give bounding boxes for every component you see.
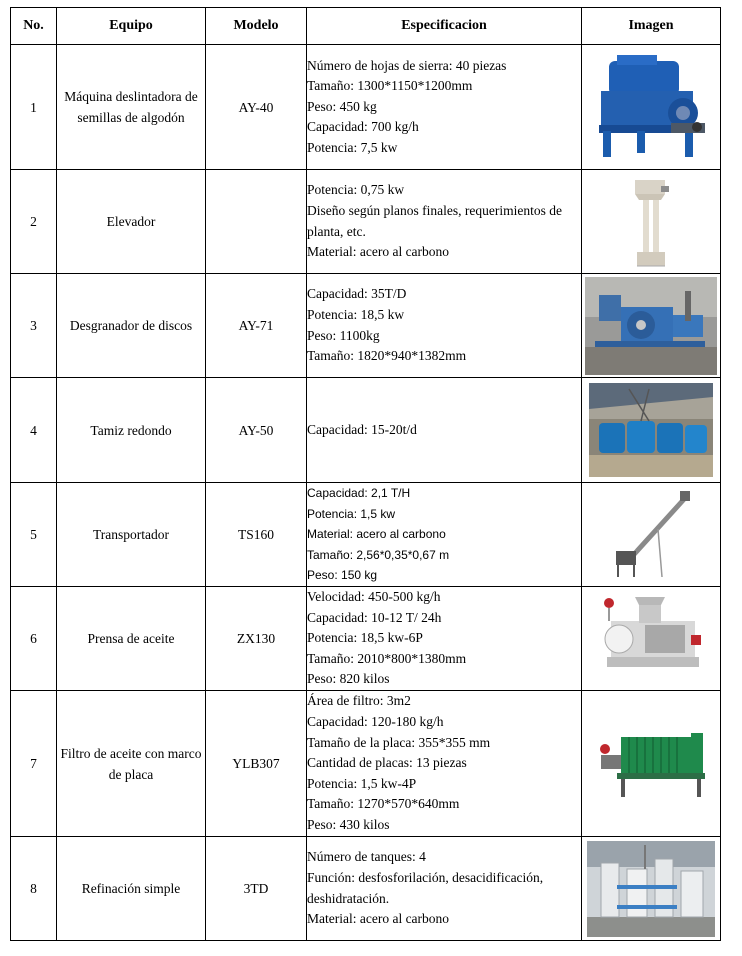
spec-line: Velocidad: 450-500 kg/h	[307, 589, 441, 605]
spec-line: Número de tanques: 4	[307, 849, 426, 865]
header-no: No.	[11, 8, 57, 45]
spec-line: Capacidad: 2,1 T/H	[307, 486, 411, 501]
equipment-name: Desgranador de discos	[57, 274, 206, 378]
model-code: AY-40	[206, 45, 307, 170]
model-code: AY-71	[206, 274, 307, 378]
spec-line: Tamaño: 1300*1150*1200mm	[307, 78, 473, 94]
cotton-delinter-machine-photo	[587, 51, 715, 163]
model-code: 3TD	[206, 837, 307, 941]
table-row	[11, 691, 721, 837]
model-code: ZX130	[206, 587, 307, 691]
table-row	[11, 378, 721, 483]
spec-line: Número de hojas de sierra: 40 piezas	[307, 57, 507, 73]
table-row	[11, 45, 721, 170]
model-code: TS160	[206, 483, 307, 587]
spec-line: Peso: 1100kg	[307, 327, 380, 343]
header-imagen: Imagen	[582, 8, 721, 45]
spec-line: Diseño según planos finales, requerimientos de planta, etc.	[307, 202, 562, 239]
image-cell	[582, 45, 721, 170]
spec-line: Capacidad: 10-12 T/ 24h	[307, 609, 442, 625]
table-row	[11, 587, 721, 691]
spec-line: Tamaño: 1270*570*640mm	[307, 796, 460, 812]
spec-line: Función: desfosforilación, desacidificación, deshidratación.	[307, 869, 544, 906]
spec-line: Material: acero al carbono	[307, 911, 450, 927]
refining-tanks-photo	[587, 841, 715, 937]
specification	[307, 274, 582, 378]
row-number: 5	[11, 483, 57, 587]
equipment-name: Elevador	[57, 170, 206, 274]
specification	[307, 378, 582, 483]
table-row	[11, 274, 721, 378]
table-row	[11, 837, 721, 941]
plate-frame-filter-photo	[593, 727, 709, 801]
image-cell	[582, 691, 721, 837]
header-row	[11, 8, 721, 45]
spec-line: Potencia: 18,5 kw	[307, 306, 405, 322]
table-row	[11, 483, 721, 587]
spec-line: Capacidad: 15-20t/d	[307, 421, 417, 437]
spec-line: Peso: 820 kilos	[307, 671, 390, 687]
image-cell	[582, 378, 721, 483]
spec-line: Tamaño: 2010*800*1380mm	[307, 650, 467, 666]
spec-line: Potencia: 0,75 kw	[307, 182, 405, 198]
bucket-elevator-photo	[621, 174, 681, 270]
equipment-name: Filtro de aceite con marco de placa	[57, 691, 206, 837]
spec-line: Potencia: 1,5 kw-4P	[307, 775, 417, 791]
row-number: 7	[11, 691, 57, 837]
image-cell	[582, 587, 721, 691]
spec-line: Material: acero al carbono	[307, 244, 450, 260]
spec-line: Tamaño de la placa: 355*355 mm	[307, 734, 491, 750]
spec-line: Capacidad: 35T/D	[307, 286, 407, 302]
row-number: 3	[11, 274, 57, 378]
spec-line: Área de filtro: 3m2	[307, 693, 411, 709]
spec-line: Potencia: 18,5 kw-6P	[307, 630, 423, 646]
image-cell	[582, 274, 721, 378]
oil-press-photo	[595, 595, 707, 683]
equipment-table	[10, 7, 721, 941]
row-number: 8	[11, 837, 57, 941]
image-cell	[582, 170, 721, 274]
round-sieve-photo	[589, 383, 713, 477]
image-cell	[582, 837, 721, 941]
spec-line: Potencia: 7,5 kw	[307, 139, 398, 155]
image-cell	[582, 483, 721, 587]
header-modelo: Modelo	[206, 8, 307, 45]
equipment-name: Prensa de aceite	[57, 587, 206, 691]
spec-line: Capacidad: 120-180 kg/h	[307, 714, 444, 730]
model-code: YLB307	[206, 691, 307, 837]
spec-line: Capacidad: 700 kg/h	[307, 119, 419, 135]
row-number: 6	[11, 587, 57, 691]
equipment-name: Refinación simple	[57, 837, 206, 941]
equipment-name: Tamiz redondo	[57, 378, 206, 483]
spec-line: Peso: 150 kg	[307, 568, 378, 583]
header-equipo: Equipo	[57, 8, 206, 45]
spec-line: Peso: 430 kilos	[307, 816, 390, 832]
row-number: 2	[11, 170, 57, 274]
specification	[307, 45, 582, 170]
specification	[307, 483, 582, 587]
disc-huller-photo	[585, 277, 717, 375]
equipment-name: Máquina deslintadora de semillas de algodón	[57, 45, 206, 170]
spec-line: Cantidad de placas: 13 piezas	[307, 755, 467, 771]
spec-line: Tamaño: 1820*940*1382mm	[307, 348, 467, 364]
table-row	[11, 170, 721, 274]
spec-line: Tamaño: 2,56*0,35*0,67 m	[307, 547, 450, 562]
row-number: 1	[11, 45, 57, 170]
screw-conveyor-photo	[606, 489, 696, 581]
row-number: 4	[11, 378, 57, 483]
spec-line: Potencia: 1,5 kw	[307, 506, 396, 521]
specification	[307, 691, 582, 837]
specification	[307, 837, 582, 941]
equipment-name: Transportador	[57, 483, 206, 587]
header-especificacion: Especificacion	[307, 8, 582, 45]
specification	[307, 170, 582, 274]
model-code: AY-50	[206, 378, 307, 483]
model-code	[206, 170, 307, 274]
spec-line: Material: acero al carbono	[307, 527, 446, 542]
spec-line: Peso: 450 kg	[307, 98, 377, 114]
specification	[307, 587, 582, 691]
